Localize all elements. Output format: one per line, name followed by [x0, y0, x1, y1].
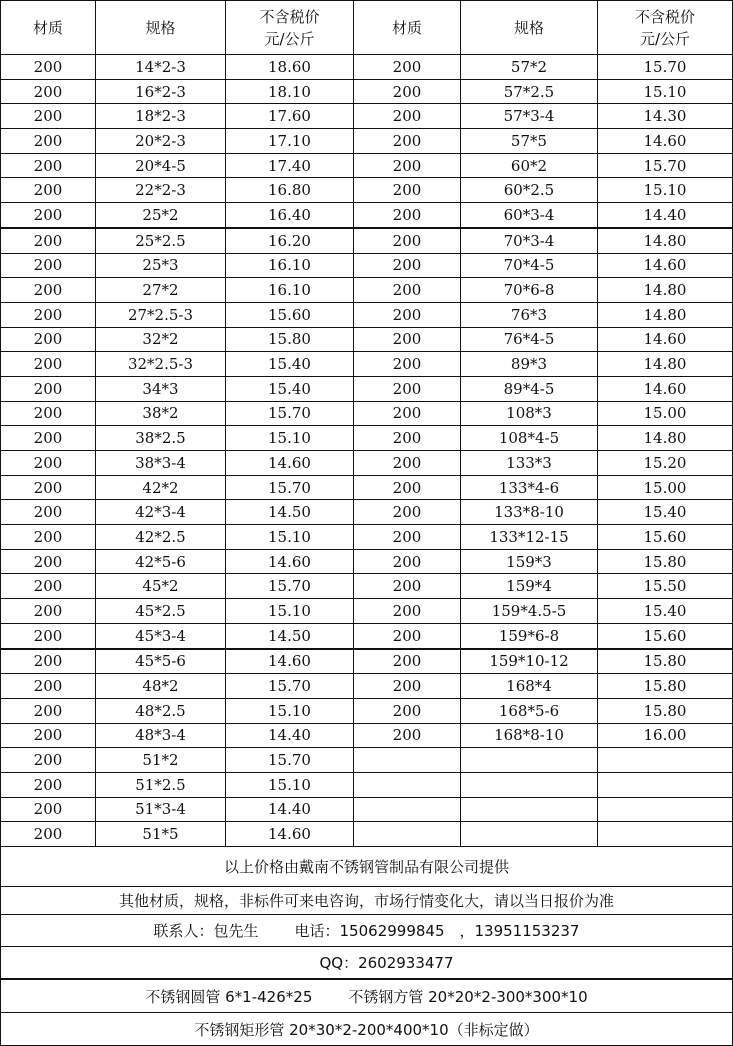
- left-spec-cell: 45*2: [96, 574, 226, 599]
- contact-phone: 电话：15062999845 ，13951153237: [294, 922, 580, 940]
- right-material-cell: 200: [354, 302, 461, 327]
- right-material-cell: 200: [354, 203, 461, 228]
- table-row: [1, 674, 733, 699]
- left-price-cell: 14.60: [226, 549, 354, 574]
- right-material-cell: 200: [354, 278, 461, 303]
- round-tube-range: 不锈钢圆管 6*1-426*25: [145, 987, 313, 1006]
- left-price-cell: 16.20: [226, 228, 354, 253]
- left-material-cell: 200: [1, 376, 96, 401]
- left-price-cell: 14.60: [226, 649, 354, 674]
- left-price-cell: 16.10: [226, 253, 354, 278]
- left-material-cell: 200: [1, 203, 96, 228]
- right-price-cell: 15.40: [598, 599, 733, 624]
- left-price-cell: 15.70: [226, 475, 354, 500]
- table-row: [1, 723, 733, 748]
- right-spec-cell: 133*3: [461, 451, 598, 476]
- left-price-cell: 15.10: [226, 426, 354, 451]
- table-row: [1, 649, 733, 674]
- table-row: [1, 129, 733, 154]
- right-material-cell: 200: [354, 723, 461, 748]
- left-price-cell: 16.40: [226, 203, 354, 228]
- right-material-cell: 200: [354, 698, 461, 723]
- left-price-cell: 15.70: [226, 401, 354, 426]
- right-spec-cell: 168*4: [461, 674, 598, 699]
- left-spec-cell: 22*2-3: [96, 178, 226, 203]
- table-row: [1, 228, 733, 253]
- table-row: [1, 500, 733, 525]
- left-material-cell: 200: [1, 500, 96, 525]
- right-material-cell: 200: [354, 574, 461, 599]
- left-spec-cell: 16*2-3: [96, 79, 226, 104]
- table-row: [1, 599, 733, 624]
- right-material-cell: 200: [354, 79, 461, 104]
- footer-qq-row: [1, 947, 733, 980]
- left-material-cell: 200: [1, 549, 96, 574]
- left-spec-cell: 48*3-4: [96, 723, 226, 748]
- header-price-line2: 元/公斤: [639, 29, 691, 48]
- left-spec-cell: 14*2-3: [96, 55, 226, 80]
- right-spec-cell: 70*3-4: [461, 228, 598, 253]
- right-material-cell: 200: [354, 623, 461, 648]
- right-price-cell: 15.10: [598, 178, 733, 203]
- left-spec-cell: 45*2.5: [96, 599, 226, 624]
- right-spec-cell: [461, 772, 598, 797]
- table-row: [1, 549, 733, 574]
- left-price-cell: 15.40: [226, 352, 354, 377]
- left-spec-cell: 51*2.5: [96, 772, 226, 797]
- right-price-cell: [598, 822, 733, 847]
- left-price-cell: 15.10: [226, 525, 354, 550]
- left-material-cell: 200: [1, 574, 96, 599]
- left-spec-cell: 48*2.5: [96, 698, 226, 723]
- left-material-cell: 200: [1, 426, 96, 451]
- right-price-cell: 14.40: [598, 203, 733, 228]
- right-price-cell: 14.80: [598, 426, 733, 451]
- right-material-cell: 200: [354, 178, 461, 203]
- header-material: 材质: [1, 1, 96, 55]
- left-spec-cell: 34*3: [96, 376, 226, 401]
- table-row: [1, 698, 733, 723]
- right-price-cell: 15.80: [598, 549, 733, 574]
- left-spec-cell: 32*2.5-3: [96, 352, 226, 377]
- left-spec-cell: 18*2-3: [96, 104, 226, 129]
- left-spec-cell: 25*2.5: [96, 228, 226, 253]
- left-material-cell: 200: [1, 352, 96, 377]
- left-material-cell: 200: [1, 748, 96, 773]
- footer-contact-row: [1, 915, 733, 947]
- right-price-cell: 14.60: [598, 129, 733, 154]
- left-price-cell: 15.10: [226, 772, 354, 797]
- left-material-cell: 200: [1, 228, 96, 253]
- table-row: [1, 253, 733, 278]
- right-material-cell: 200: [354, 253, 461, 278]
- right-price-cell: 15.50: [598, 574, 733, 599]
- left-price-cell: 14.50: [226, 623, 354, 648]
- right-material-cell: 200: [354, 153, 461, 178]
- right-material-cell: [354, 772, 461, 797]
- left-material-cell: 200: [1, 649, 96, 674]
- right-price-cell: 15.00: [598, 475, 733, 500]
- right-price-cell: 15.70: [598, 55, 733, 80]
- table-row: [1, 772, 733, 797]
- right-spec-cell: 159*3: [461, 549, 598, 574]
- right-material-cell: 200: [354, 401, 461, 426]
- table-row: [1, 178, 733, 203]
- table-row: [1, 748, 733, 773]
- left-spec-cell: 38*2: [96, 401, 226, 426]
- table-row: [1, 797, 733, 822]
- right-price-cell: [598, 772, 733, 797]
- right-spec-cell: 76*3: [461, 302, 598, 327]
- left-price-cell: 14.40: [226, 797, 354, 822]
- right-material-cell: [354, 797, 461, 822]
- left-spec-cell: 42*2.5: [96, 525, 226, 550]
- footer-rect-row: [1, 1013, 733, 1046]
- right-spec-cell: 159*4.5-5: [461, 599, 598, 624]
- left-material-cell: 200: [1, 822, 96, 847]
- right-price-cell: 14.30: [598, 104, 733, 129]
- header-spec: 规格: [96, 1, 226, 55]
- right-material-cell: 200: [354, 352, 461, 377]
- left-price-cell: 17.40: [226, 153, 354, 178]
- right-spec-cell: 60*2: [461, 153, 598, 178]
- left-material-cell: 200: [1, 55, 96, 80]
- right-price-cell: 15.60: [598, 525, 733, 550]
- left-price-cell: 15.10: [226, 698, 354, 723]
- right-price-cell: 14.60: [598, 253, 733, 278]
- right-spec-cell: 133*8-10: [461, 500, 598, 525]
- left-price-cell: 15.10: [226, 599, 354, 624]
- left-material-cell: 200: [1, 302, 96, 327]
- right-material-cell: 200: [354, 525, 461, 550]
- left-material-cell: 200: [1, 623, 96, 648]
- right-price-cell: 15.60: [598, 623, 733, 648]
- left-material-cell: 200: [1, 401, 96, 426]
- left-spec-cell: 51*2: [96, 748, 226, 773]
- right-spec-cell: 159*10-12: [461, 649, 598, 674]
- left-price-cell: 18.60: [226, 55, 354, 80]
- square-tube-range: 不锈钢方管 20*20*2-300*300*10: [348, 987, 588, 1006]
- right-spec-cell: 76*4-5: [461, 327, 598, 352]
- right-spec-cell: 168*5-6: [461, 698, 598, 723]
- table-row: [1, 153, 733, 178]
- right-material-cell: [354, 748, 461, 773]
- right-material-cell: [354, 822, 461, 847]
- left-price-cell: 15.40: [226, 376, 354, 401]
- right-spec-cell: 133*4-6: [461, 475, 598, 500]
- left-spec-cell: 20*4-5: [96, 153, 226, 178]
- left-material-cell: 200: [1, 278, 96, 303]
- left-price-cell: 14.40: [226, 723, 354, 748]
- left-material-cell: 200: [1, 451, 96, 476]
- supplier-note: 以上价格由戴南不锈钢管制品有限公司提供: [1, 847, 733, 887]
- right-spec-cell: 70*4-5: [461, 253, 598, 278]
- left-price-cell: 14.60: [226, 822, 354, 847]
- left-material-cell: 200: [1, 327, 96, 352]
- left-spec-cell: 32*2: [96, 327, 226, 352]
- market-notice: 其他材质，规格，非标件可来电咨询，市场行情变化大，请以当日报价为准: [1, 887, 733, 915]
- right-spec-cell: 89*4-5: [461, 376, 598, 401]
- right-material-cell: 200: [354, 104, 461, 129]
- left-material-cell: 200: [1, 698, 96, 723]
- right-price-cell: 14.60: [598, 376, 733, 401]
- left-spec-cell: 51*3-4: [96, 797, 226, 822]
- left-price-cell: 15.70: [226, 748, 354, 773]
- contact-person: 联系人：包先生: [153, 922, 259, 940]
- left-spec-cell: 45*5-6: [96, 649, 226, 674]
- left-material-cell: 200: [1, 674, 96, 699]
- left-spec-cell: 25*3: [96, 253, 226, 278]
- table-row: [1, 352, 733, 377]
- table-row: [1, 451, 733, 476]
- table-row: [1, 79, 733, 104]
- header-price: [226, 1, 354, 55]
- left-spec-cell: 27*2: [96, 278, 226, 303]
- left-spec-cell: 42*3-4: [96, 500, 226, 525]
- right-spec-cell: 133*12-15: [461, 525, 598, 550]
- right-spec-cell: 159*4: [461, 574, 598, 599]
- right-material-cell: 200: [354, 55, 461, 80]
- right-spec-cell: 57*2: [461, 55, 598, 80]
- right-price-cell: 15.70: [598, 153, 733, 178]
- left-spec-cell: 51*5: [96, 822, 226, 847]
- left-material-cell: 200: [1, 104, 96, 129]
- right-spec-cell: [461, 748, 598, 773]
- right-material-cell: 200: [354, 475, 461, 500]
- left-spec-cell: 25*2: [96, 203, 226, 228]
- table-row: [1, 203, 733, 228]
- table-row: [1, 376, 733, 401]
- right-price-cell: 15.10: [598, 79, 733, 104]
- table-row: [1, 302, 733, 327]
- right-price-cell: 14.80: [598, 228, 733, 253]
- table-row: [1, 278, 733, 303]
- left-material-cell: 200: [1, 253, 96, 278]
- left-price-cell: 16.10: [226, 278, 354, 303]
- table-row: [1, 426, 733, 451]
- right-spec-cell: 60*2.5: [461, 178, 598, 203]
- right-price-cell: 15.40: [598, 500, 733, 525]
- right-spec-cell: [461, 822, 598, 847]
- right-price-cell: 14.80: [598, 302, 733, 327]
- left-spec-cell: 27*2.5-3: [96, 302, 226, 327]
- right-material-cell: 200: [354, 228, 461, 253]
- contact-info: [1, 915, 733, 947]
- right-price-cell: 14.80: [598, 352, 733, 377]
- right-spec-cell: 108*3: [461, 401, 598, 426]
- left-material-cell: 200: [1, 525, 96, 550]
- right-material-cell: 200: [354, 649, 461, 674]
- right-price-cell: [598, 748, 733, 773]
- right-material-cell: 200: [354, 129, 461, 154]
- left-spec-cell: 42*2: [96, 475, 226, 500]
- right-material-cell: 200: [354, 500, 461, 525]
- right-material-cell: 200: [354, 327, 461, 352]
- right-spec-cell: 70*6-8: [461, 278, 598, 303]
- right-material-cell: 200: [354, 376, 461, 401]
- left-material-cell: 200: [1, 772, 96, 797]
- table-row: [1, 401, 733, 426]
- right-price-cell: 14.60: [598, 327, 733, 352]
- right-price-cell: 15.80: [598, 698, 733, 723]
- right-price-cell: 15.00: [598, 401, 733, 426]
- left-spec-cell: 48*2: [96, 674, 226, 699]
- table-row: [1, 822, 733, 847]
- footer-notice-row: [1, 887, 733, 915]
- contact-qq: QQ：2602933477: [1, 947, 733, 980]
- product-range: [1, 979, 733, 1013]
- right-spec-cell: 57*5: [461, 129, 598, 154]
- right-spec-cell: 159*6-8: [461, 623, 598, 648]
- left-price-cell: 18.10: [226, 79, 354, 104]
- right-price-cell: 15.20: [598, 451, 733, 476]
- header-row: [1, 1, 733, 55]
- left-price-cell: 15.70: [226, 574, 354, 599]
- header-spec-2: 规格: [461, 1, 598, 55]
- left-material-cell: 200: [1, 129, 96, 154]
- footer-supplier-row: [1, 847, 733, 887]
- table-row: [1, 475, 733, 500]
- left-price-cell: 17.60: [226, 104, 354, 129]
- right-price-cell: 15.80: [598, 674, 733, 699]
- right-material-cell: 200: [354, 549, 461, 574]
- left-material-cell: 200: [1, 723, 96, 748]
- left-price-cell: 14.50: [226, 500, 354, 525]
- header-material-2: 材质: [354, 1, 461, 55]
- left-spec-cell: 42*5-6: [96, 549, 226, 574]
- right-spec-cell: 89*3: [461, 352, 598, 377]
- header-price-2: [598, 1, 733, 55]
- footer-products-row: [1, 979, 733, 1013]
- right-material-cell: 200: [354, 674, 461, 699]
- table-row: [1, 623, 733, 648]
- left-material-cell: 200: [1, 178, 96, 203]
- right-material-cell: 200: [354, 426, 461, 451]
- right-spec-cell: 60*3-4: [461, 203, 598, 228]
- left-spec-cell: 20*2-3: [96, 129, 226, 154]
- right-price-cell: 16.00: [598, 723, 733, 748]
- right-spec-cell: [461, 797, 598, 822]
- table-row: [1, 327, 733, 352]
- right-spec-cell: 108*4-5: [461, 426, 598, 451]
- right-spec-cell: 168*8-10: [461, 723, 598, 748]
- left-price-cell: 17.10: [226, 129, 354, 154]
- left-price-cell: 15.80: [226, 327, 354, 352]
- table-row: [1, 574, 733, 599]
- table-row: [1, 55, 733, 80]
- right-price-cell: 15.80: [598, 649, 733, 674]
- left-material-cell: 200: [1, 475, 96, 500]
- right-material-cell: 200: [354, 599, 461, 624]
- header-price-line1: 不含税价: [634, 7, 695, 26]
- table-row: [1, 525, 733, 550]
- left-material-cell: 200: [1, 79, 96, 104]
- header-price-line1: 不含税价: [259, 7, 320, 26]
- right-price-cell: 14.80: [598, 278, 733, 303]
- right-material-cell: 200: [354, 451, 461, 476]
- left-spec-cell: 45*3-4: [96, 623, 226, 648]
- right-price-cell: [598, 797, 733, 822]
- right-spec-cell: 57*2.5: [461, 79, 598, 104]
- left-spec-cell: 38*3-4: [96, 451, 226, 476]
- right-spec-cell: 57*3-4: [461, 104, 598, 129]
- rect-tube-range: 不锈钢矩形管 20*30*2-200*400*10（非标定做）: [1, 1013, 733, 1046]
- left-material-cell: 200: [1, 153, 96, 178]
- table-row: [1, 104, 733, 129]
- header-price-line2: 元/公斤: [264, 29, 315, 48]
- left-price-cell: 15.60: [226, 302, 354, 327]
- left-material-cell: 200: [1, 599, 96, 624]
- left-material-cell: 200: [1, 797, 96, 822]
- left-price-cell: 14.60: [226, 451, 354, 476]
- left-price-cell: 15.70: [226, 674, 354, 699]
- left-price-cell: 16.80: [226, 178, 354, 203]
- left-spec-cell: 38*2.5: [96, 426, 226, 451]
